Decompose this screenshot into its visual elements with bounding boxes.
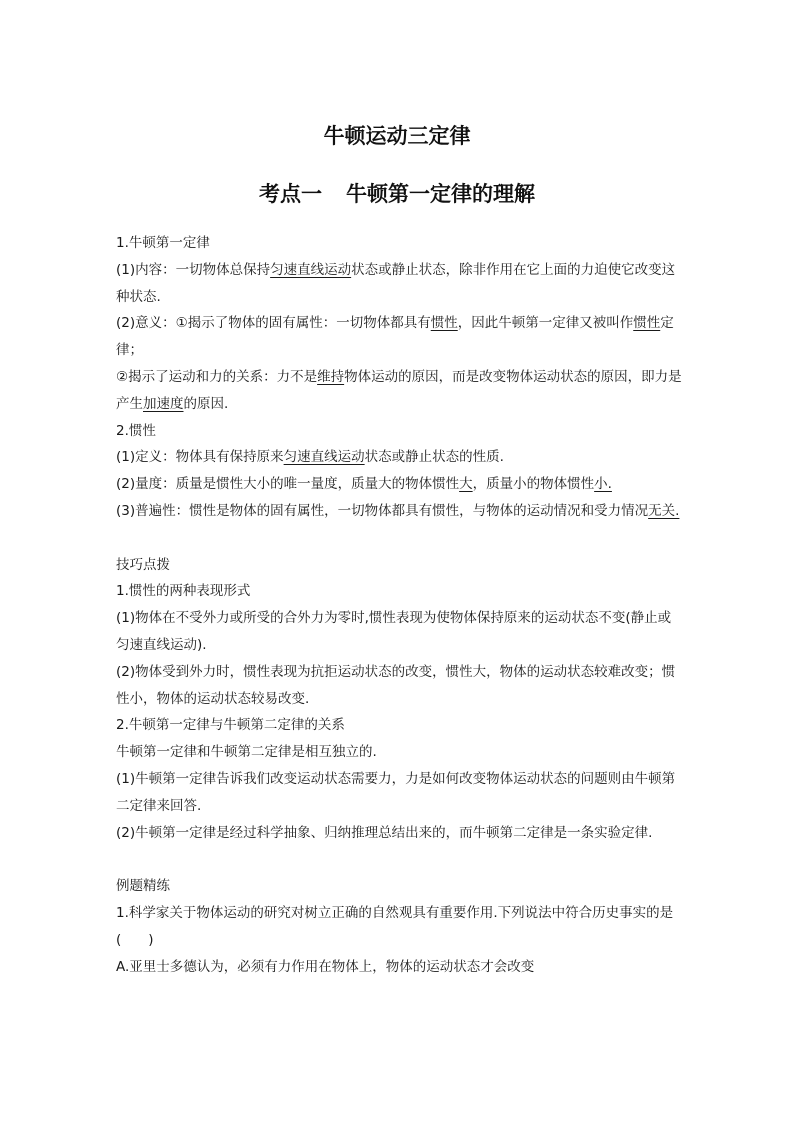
heading-inertia: 2.惯性 xyxy=(116,422,156,439)
paragraph-meaning-2: ②揭示了运动和力的关系：力不是维持物体运动的原因，而是改变物体运动状态的原因，即力是产生加速度的原因. xyxy=(116,368,682,412)
paragraph-definition: (1)定义：物体具有保持原来匀速直线运动状态或静止状态的性质. xyxy=(116,449,504,466)
paragraph-tips-4: (1)牛顿第一定律告诉我们改变运动状态需要力，力是如何改变物体运动状态的问题则由牛顿第二定律来回答. xyxy=(116,770,676,814)
paragraph-meaning: (2)意义：①揭示了物体的固有属性：一切物体都具有惯性，因此牛顿第一定律又被叫作惯性定律； xyxy=(116,315,674,359)
paragraph-measure: (2)量度：质量是惯性大小的唯一量度，质量大的物体惯性大，质量小的物体惯性小. xyxy=(116,476,612,493)
option-a: A.亚里士多德认为，必须有力作用在物体上，物体的运动状态才会改变 xyxy=(116,958,535,975)
underlined-term: 惯性 xyxy=(633,315,661,332)
section-title-text: 牛顿第一定律的理解 xyxy=(346,182,535,206)
paragraph-tips-3: 牛顿第一定律和牛顿第二定律是相互独立的. xyxy=(116,744,377,761)
paragraph-content: (1)内容：一切物体总保持匀速直线运动状态或静止状态，除非作用在它上面的力迫使它改变这种状态. xyxy=(116,261,676,305)
paragraph-tips-2: (2)物体受到外力时，惯性表现为抗拒运动状态的改变，惯性大，物体的运动状态较难改变；惯性小，物体的运动状态较易改变. xyxy=(116,663,676,707)
underlined-term: 无关. xyxy=(648,502,680,519)
document-body xyxy=(116,230,682,980)
underlined-term: 维持 xyxy=(317,368,345,385)
section-title xyxy=(0,178,794,208)
underlined-term: 匀速直线运动 xyxy=(283,449,365,466)
paragraph-tips-5: (2)牛顿第一定律是经过科学抽象、归纳推理总结出来的，而牛顿第二定律是一条实验定律. xyxy=(116,824,653,841)
heading-tips-2: 2.牛顿第一定律与牛顿第二定律的关系 xyxy=(116,717,345,734)
page-title: 牛顿运动三定律 xyxy=(323,124,471,148)
underlined-term: 匀速直线运动 xyxy=(270,261,352,278)
underlined-term: 小. xyxy=(594,476,612,493)
paragraph-universality: (3)普遍性：惯性是物体的固有属性，一切物体都具有惯性，与物体的运动情况和受力情况无关. xyxy=(116,502,680,519)
question-1: 1.科学家关于物体运动的研究对树立正确的自然观具有重要作用.下列说法中符合历史事实的是( ) xyxy=(116,904,674,948)
heading-newton-first-law: 1.牛顿第一定律 xyxy=(116,235,210,251)
section-prefix: 考点一 xyxy=(259,182,322,206)
underlined-term: 加速度 xyxy=(143,395,184,412)
heading-tips-1: 1.惯性的两种表现形式 xyxy=(116,583,251,600)
heading-examples: 例题精练 xyxy=(116,878,170,895)
underlined-term: 大 xyxy=(459,476,473,493)
heading-tips: 技巧点拨 xyxy=(116,556,170,573)
paragraph-tips-1: (1)物体在不受外力或所受的合外力为零时,惯性表现为使物体保持原来的运动状态不变(静止或匀速直线运动). xyxy=(116,610,672,653)
underlined-term: 惯性 xyxy=(430,315,458,332)
